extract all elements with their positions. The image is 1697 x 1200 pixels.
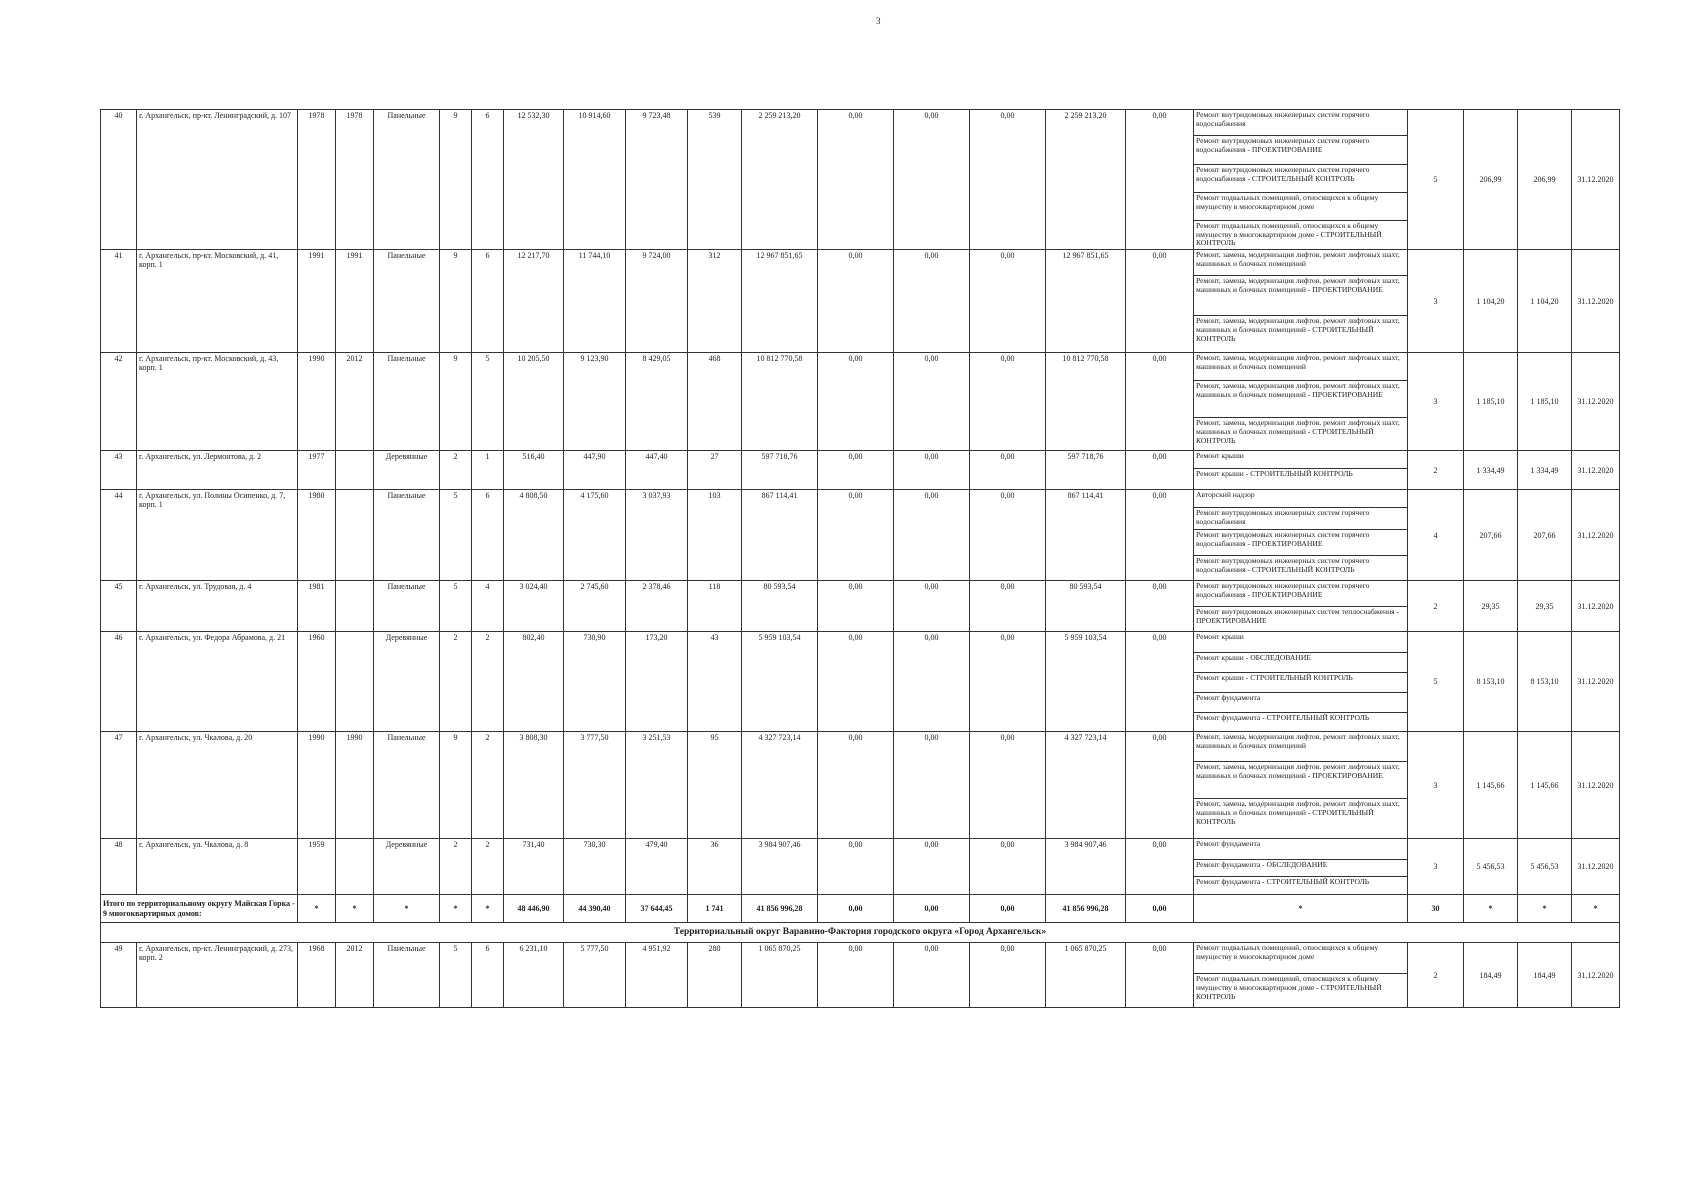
work-type-cell: Ремонт, замена, модернизация лифтов, ремонт лифтовых шахт, машинных и блочных помещений - ПРОЕКТИРОВАНИЕ — [1194, 762, 1408, 799]
fund-other-cell: 0,00 — [1126, 451, 1194, 490]
wall-material-cell: Панельные — [374, 110, 440, 250]
cost-total-cell: 597 718,76 — [742, 451, 818, 490]
area-residential-cell: 3 251,53 — [626, 732, 688, 839]
fund-federal-cell: 0,00 — [818, 250, 894, 353]
work-count-cell: 5 — [1408, 110, 1464, 250]
total-placeholder: * — [472, 895, 504, 923]
total-fund-owners: 41 856 996,28 — [1046, 895, 1126, 923]
floors-cell: 9 — [440, 250, 472, 353]
cost-total-cell: 12 967 851,65 — [742, 250, 818, 353]
floors-cell: 5 — [440, 943, 472, 1008]
fund-regional-cell: 0,00 — [894, 839, 970, 895]
work-type-cell: Ремонт, замена, модернизация лифтов, ремонт лифтовых шахт, машинных и блочных помещений - СТРОИТЕЛЬНЫЙ КОНТРОЛЬ — [1194, 418, 1408, 451]
fund-federal-cell: 0,00 — [818, 451, 894, 490]
table-row — [101, 943, 1620, 974]
year-built-cell: 1978 — [298, 110, 336, 250]
fund-owners-cell: 12 967 851,65 — [1046, 250, 1126, 353]
fund-other-cell: 0,00 — [1126, 581, 1194, 632]
deadline-cell: 31.12.2020 — [1572, 732, 1620, 839]
year-built-cell: 1990 — [298, 353, 336, 451]
floors-cell: 2 — [440, 632, 472, 732]
area-total-cell: 802,40 — [504, 632, 564, 732]
address-cell: г. Архангельск, пр-кт. Московский, д. 43, корп. 1 — [137, 353, 298, 451]
floors-cell: 9 — [440, 353, 472, 451]
row-number: 44 — [101, 490, 137, 581]
deadline-cell: 31.12.2020 — [1572, 353, 1620, 451]
entrances-cell: 4 — [472, 581, 504, 632]
wall-material-cell: Деревянные — [374, 632, 440, 732]
area-premises-cell: 730,90 — [564, 632, 626, 732]
fund-regional-cell: 0,00 — [894, 943, 970, 1008]
work-type-cell: Ремонт крыши — [1194, 451, 1408, 469]
fund-federal-cell: 0,00 — [818, 632, 894, 732]
unit-cost-cell: 184,49 — [1464, 943, 1518, 1008]
work-count-cell: 3 — [1408, 839, 1464, 895]
fund-other-cell: 0,00 — [1126, 839, 1194, 895]
area-total-cell: 3 808,30 — [504, 732, 564, 839]
unit-cost-cell: 1 185,10 — [1464, 353, 1518, 451]
row-number: 49 — [101, 943, 137, 1008]
residents-cell: 43 — [688, 632, 742, 732]
total-placeholder: * — [1194, 895, 1408, 923]
floors-cell: 5 — [440, 490, 472, 581]
table-body-varavino — [101, 943, 1620, 1008]
unit-cost-cell: 206,99 — [1464, 110, 1518, 250]
work-type-cell: Ремонт, замена, модернизация лифтов, ремонт лифтовых шахт, машинных и блочных помещений - СТРОИТЕЛЬНЫЙ КОНТРОЛЬ — [1194, 316, 1408, 353]
unit-cost-max-cell: 206,99 — [1518, 110, 1572, 250]
unit-cost-cell: 1 104,20 — [1464, 250, 1518, 353]
work-type-cell: Ремонт крыши — [1194, 632, 1408, 653]
address-cell: г. Архангельск, ул. Чкалова, д. 8 — [137, 839, 298, 895]
work-type-cell: Ремонт фундамента - СТРОИТЕЛЬНЫЙ КОНТРОЛЬ — [1194, 713, 1408, 732]
unit-cost-max-cell: 1 145,66 — [1518, 732, 1572, 839]
fund-regional-cell: 0,00 — [894, 451, 970, 490]
table-row — [101, 581, 1620, 607]
fund-owners-cell: 5 959 103,54 — [1046, 632, 1126, 732]
year-overhaul-cell — [336, 632, 374, 732]
floors-cell: 9 — [440, 732, 472, 839]
year-built-cell: 1980 — [298, 490, 336, 581]
year-built-cell: 1991 — [298, 250, 336, 353]
entrances-cell: 6 — [472, 490, 504, 581]
wall-material-cell: Деревянные — [374, 839, 440, 895]
entrances-cell: 6 — [472, 943, 504, 1008]
total-work-count: 30 — [1408, 895, 1464, 923]
total-row — [101, 895, 1620, 923]
address-cell: г. Архангельск, ул. Федора Абрамова, д. 21 — [137, 632, 298, 732]
fund-owners-cell: 2 259 213,20 — [1046, 110, 1126, 250]
year-overhaul-cell — [336, 581, 374, 632]
work-type-cell: Ремонт внутридомовых инженерных систем горячего водоснабжения - ПРОЕКТИРОВАНИЕ — [1194, 581, 1408, 607]
entrances-cell: 2 — [472, 839, 504, 895]
deadline-cell: 31.12.2020 — [1572, 943, 1620, 1008]
unit-cost-cell: 5 456,53 — [1464, 839, 1518, 895]
fund-regional-cell: 0,00 — [894, 490, 970, 581]
table-row — [101, 490, 1620, 508]
row-number: 43 — [101, 451, 137, 490]
area-premises-cell: 2 745,60 — [564, 581, 626, 632]
cost-total-cell: 80 593,54 — [742, 581, 818, 632]
floors-cell: 5 — [440, 581, 472, 632]
fund-regional-cell: 0,00 — [894, 732, 970, 839]
fund-other-cell: 0,00 — [1126, 353, 1194, 451]
cost-total-cell: 1 065 870,25 — [742, 943, 818, 1008]
unit-cost-max-cell: 1 334,49 — [1518, 451, 1572, 490]
entrances-cell: 2 — [472, 632, 504, 732]
unit-cost-max-cell: 8 153,10 — [1518, 632, 1572, 732]
address-cell: г. Архангельск, пр-кт. Московский, д. 41, корп. 1 — [137, 250, 298, 353]
work-type-cell: Ремонт подвальных помещений, относящихся к общему имуществу в многоквартирном доме - СТРОИТЕЛЬНЫЙ КОНТРОЛЬ — [1194, 974, 1408, 1008]
address-cell: г. Архангельск, ул. Трудовая, д. 4 — [137, 581, 298, 632]
fund-local-cell: 0,00 — [970, 943, 1046, 1008]
deadline-cell: 31.12.2020 — [1572, 632, 1620, 732]
table-body-maiskaya-gorka — [101, 110, 1620, 895]
total-placeholder: * — [1464, 895, 1518, 923]
unit-cost-cell: 207,66 — [1464, 490, 1518, 581]
residents-cell: 95 — [688, 732, 742, 839]
floors-cell: 2 — [440, 451, 472, 490]
table-row — [101, 451, 1620, 469]
work-type-cell: Ремонт, замена, модернизация лифтов, ремонт лифтовых шахт, машинных и блочных помещений - СТРОИТЕЛЬНЫЙ КОНТРОЛЬ — [1194, 799, 1408, 839]
floors-cell: 2 — [440, 839, 472, 895]
fund-regional-cell: 0,00 — [894, 581, 970, 632]
residents-cell: 312 — [688, 250, 742, 353]
fund-local-cell: 0,00 — [970, 110, 1046, 250]
work-type-cell: Ремонт фундамента - ОБСЛЕДОВАНИЕ — [1194, 860, 1408, 877]
fund-federal-cell: 0,00 — [818, 839, 894, 895]
wall-material-cell: Панельные — [374, 581, 440, 632]
area-premises-cell: 10 914,60 — [564, 110, 626, 250]
unit-cost-max-cell: 184,49 — [1518, 943, 1572, 1008]
work-count-cell: 5 — [1408, 632, 1464, 732]
unit-cost-max-cell: 1 104,20 — [1518, 250, 1572, 353]
work-type-cell: Ремонт, замена, модернизация лифтов, ремонт лифтовых шахт, машинных и блочных помещений - ПРОЕКТИРОВАНИЕ — [1194, 381, 1408, 418]
work-type-cell: Ремонт крыши - ОБСЛЕДОВАНИЕ — [1194, 653, 1408, 673]
year-overhaul-cell: 2012 — [336, 353, 374, 451]
unit-cost-max-cell: 1 185,10 — [1518, 353, 1572, 451]
work-count-cell: 2 — [1408, 943, 1464, 1008]
work-type-cell: Ремонт внутридомовых инженерных систем теплоснабжения - ПРОЕКТИРОВАНИЕ — [1194, 607, 1408, 632]
area-premises-cell: 3 777,50 — [564, 732, 626, 839]
area-premises-cell: 11 744,10 — [564, 250, 626, 353]
area-total-cell: 3 024,40 — [504, 581, 564, 632]
fund-local-cell: 0,00 — [970, 353, 1046, 451]
work-type-cell: Ремонт подвальных помещений, относящихся к общему имуществу в многоквартирном доме — [1194, 193, 1408, 221]
residents-cell: 103 — [688, 490, 742, 581]
work-type-cell: Ремонт, замена, модернизация лифтов, ремонт лифтовых шахт, машинных и блочных помещений - ПРОЕКТИРОВАНИЕ — [1194, 276, 1408, 316]
table-row — [101, 353, 1620, 381]
work-type-cell: Ремонт фундамента - СТРОИТЕЛЬНЫЙ КОНТРОЛЬ — [1194, 877, 1408, 895]
fund-owners-cell: 4 327 723,14 — [1046, 732, 1126, 839]
year-built-cell: 1960 — [298, 632, 336, 732]
deadline-cell: 31.12.2020 — [1572, 110, 1620, 250]
area-residential-cell: 3 037,93 — [626, 490, 688, 581]
total-label: Итого по территориальному округу Майская Горка - 9 многоквартирных домов: — [101, 895, 298, 923]
total-fund-local: 0,00 — [970, 895, 1046, 923]
cost-total-cell: 867 114,41 — [742, 490, 818, 581]
overhaul-table — [100, 109, 1620, 1008]
work-type-cell: Ремонт крыши - СТРОИТЕЛЬНЫЙ КОНТРОЛЬ — [1194, 469, 1408, 490]
fund-regional-cell: 0,00 — [894, 250, 970, 353]
fund-federal-cell: 0,00 — [818, 110, 894, 250]
total-placeholder: * — [336, 895, 374, 923]
row-number: 41 — [101, 250, 137, 353]
year-overhaul-cell — [336, 490, 374, 581]
year-overhaul-cell — [336, 451, 374, 490]
unit-cost-cell: 8 153,10 — [1464, 632, 1518, 732]
cost-total-cell: 4 327 723,14 — [742, 732, 818, 839]
wall-material-cell: Панельные — [374, 732, 440, 839]
work-type-cell: Ремонт внутридомовых инженерных систем горячего водоснабжения - ПРОЕКТИРОВАНИЕ — [1194, 530, 1408, 556]
work-count-cell: 4 — [1408, 490, 1464, 581]
fund-regional-cell: 0,00 — [894, 353, 970, 451]
work-type-cell: Ремонт фундамента — [1194, 839, 1408, 860]
residents-cell: 280 — [688, 943, 742, 1008]
deadline-cell: 31.12.2020 — [1572, 490, 1620, 581]
wall-material-cell: Панельные — [374, 490, 440, 581]
total-residents: 1 741 — [688, 895, 742, 923]
fund-local-cell: 0,00 — [970, 632, 1046, 732]
row-number: 48 — [101, 839, 137, 895]
fund-other-cell: 0,00 — [1126, 110, 1194, 250]
table-row — [101, 732, 1620, 762]
fund-other-cell: 0,00 — [1126, 632, 1194, 732]
area-residential-cell: 447,40 — [626, 451, 688, 490]
area-total-cell: 731,40 — [504, 839, 564, 895]
total-placeholder: * — [374, 895, 440, 923]
wall-material-cell: Панельные — [374, 943, 440, 1008]
unit-cost-cell: 1 145,66 — [1464, 732, 1518, 839]
work-type-cell: Ремонт, замена, модернизация лифтов, ремонт лифтовых шахт, машинных и блочных помещений — [1194, 732, 1408, 762]
work-type-cell: Ремонт внутридомовых инженерных систем горячего водоснабжения — [1194, 110, 1408, 136]
row-number: 45 — [101, 581, 137, 632]
residents-cell: 539 — [688, 110, 742, 250]
total-placeholder: * — [440, 895, 472, 923]
unit-cost-cell: 1 334,49 — [1464, 451, 1518, 490]
area-total-cell: 10 205,50 — [504, 353, 564, 451]
year-overhaul-cell: 1978 — [336, 110, 374, 250]
area-residential-cell: 9 724,00 — [626, 250, 688, 353]
work-type-cell: Ремонт, замена, модернизация лифтов, ремонт лифтовых шахт, машинных и блочных помещений — [1194, 250, 1408, 276]
area-premises-cell: 9 123,90 — [564, 353, 626, 451]
floors-cell: 9 — [440, 110, 472, 250]
total-cost: 41 856 996,28 — [742, 895, 818, 923]
work-type-cell: Ремонт внутридомовых инженерных систем горячего водоснабжения - СТРОИТЕЛЬНЫЙ КОНТРОЛЬ — [1194, 556, 1408, 581]
year-overhaul-cell: 1990 — [336, 732, 374, 839]
address-cell: г. Архангельск, пр-кт. Ленинградский, д. 273, корп. 2 — [137, 943, 298, 1008]
fund-federal-cell: 0,00 — [818, 490, 894, 581]
fund-other-cell: 0,00 — [1126, 250, 1194, 353]
work-type-cell: Ремонт, замена, модернизация лифтов, ремонт лифтовых шахт, машинных и блочных помещений — [1194, 353, 1408, 381]
area-premises-cell: 447,90 — [564, 451, 626, 490]
fund-local-cell: 0,00 — [970, 451, 1046, 490]
area-premises-cell: 730,30 — [564, 839, 626, 895]
cost-total-cell: 2 259 213,20 — [742, 110, 818, 250]
total-fund-other: 0,00 — [1126, 895, 1194, 923]
deadline-cell: 31.12.2020 — [1572, 581, 1620, 632]
year-built-cell: 1968 — [298, 943, 336, 1008]
fund-local-cell: 0,00 — [970, 839, 1046, 895]
unit-cost-max-cell: 207,66 — [1518, 490, 1572, 581]
fund-local-cell: 0,00 — [970, 490, 1046, 581]
area-residential-cell: 4 951,92 — [626, 943, 688, 1008]
table-row — [101, 250, 1620, 276]
fund-other-cell: 0,00 — [1126, 490, 1194, 581]
area-total-cell: 516,40 — [504, 451, 564, 490]
deadline-cell: 31.12.2020 — [1572, 451, 1620, 490]
page-number: 3 — [876, 16, 881, 26]
year-built-cell: 1981 — [298, 581, 336, 632]
row-number: 40 — [101, 110, 137, 250]
area-premises-cell: 4 175,60 — [564, 490, 626, 581]
total-area-total: 48 446,90 — [504, 895, 564, 923]
entrances-cell: 2 — [472, 732, 504, 839]
table-row — [101, 839, 1620, 860]
unit-cost-cell: 29,35 — [1464, 581, 1518, 632]
work-type-cell: Ремонт внутридомовых инженерных систем горячего водоснабжения — [1194, 508, 1408, 530]
row-number: 42 — [101, 353, 137, 451]
fund-owners-cell: 867 114,41 — [1046, 490, 1126, 581]
unit-cost-max-cell: 29,35 — [1518, 581, 1572, 632]
year-built-cell: 1990 — [298, 732, 336, 839]
area-residential-cell: 173,20 — [626, 632, 688, 732]
fund-local-cell: 0,00 — [970, 732, 1046, 839]
fund-local-cell: 0,00 — [970, 581, 1046, 632]
total-fund-regional: 0,00 — [894, 895, 970, 923]
address-cell: г. Архангельск, ул. Лермонтова, д. 2 — [137, 451, 298, 490]
deadline-cell: 31.12.2020 — [1572, 839, 1620, 895]
work-type-cell: Ремонт крыши - СТРОИТЕЛЬНЫЙ КОНТРОЛЬ — [1194, 673, 1408, 693]
year-overhaul-cell — [336, 839, 374, 895]
address-cell: г. Архангельск, ул. Полины Осипенко, д. 7, корп. 1 — [137, 490, 298, 581]
fund-owners-cell: 1 065 870,25 — [1046, 943, 1126, 1008]
total-placeholder: * — [298, 895, 336, 923]
fund-owners-cell: 80 593,54 — [1046, 581, 1126, 632]
wall-material-cell: Деревянные — [374, 451, 440, 490]
residents-cell: 118 — [688, 581, 742, 632]
entrances-cell: 6 — [472, 110, 504, 250]
area-total-cell: 12 532,30 — [504, 110, 564, 250]
work-count-cell: 3 — [1408, 353, 1464, 451]
year-built-cell: 1959 — [298, 839, 336, 895]
area-total-cell: 6 231,10 — [504, 943, 564, 1008]
residents-cell: 36 — [688, 839, 742, 895]
work-count-cell: 2 — [1408, 451, 1464, 490]
work-count-cell: 3 — [1408, 250, 1464, 353]
total-area-premises: 44 390,40 — [564, 895, 626, 923]
deadline-cell: 31.12.2020 — [1572, 250, 1620, 353]
wall-material-cell: Панельные — [374, 353, 440, 451]
year-overhaul-cell: 2012 — [336, 943, 374, 1008]
total-placeholder: * — [1518, 895, 1572, 923]
fund-owners-cell: 597 718,76 — [1046, 451, 1126, 490]
section-title: Территориальный округ Варавино-Фактория городского округа «Город Архангельск» — [101, 923, 1620, 943]
section-row — [101, 923, 1620, 943]
entrances-cell: 1 — [472, 451, 504, 490]
wall-material-cell: Панельные — [374, 250, 440, 353]
fund-owners-cell: 10 812 770,58 — [1046, 353, 1126, 451]
row-number: 47 — [101, 732, 137, 839]
work-count-cell: 3 — [1408, 732, 1464, 839]
work-type-cell: Ремонт внутридомовых инженерных систем горячего водоснабжения - СТРОИТЕЛЬНЫЙ КОНТРОЛЬ — [1194, 165, 1408, 193]
fund-federal-cell: 0,00 — [818, 581, 894, 632]
fund-federal-cell: 0,00 — [818, 353, 894, 451]
fund-local-cell: 0,00 — [970, 250, 1046, 353]
area-residential-cell: 2 378,46 — [626, 581, 688, 632]
work-type-cell: Ремонт подвальных помещений, относящихся к общему имуществу в многоквартирном доме - СТРОИТЕЛЬНЫЙ КОНТРОЛЬ — [1194, 221, 1408, 250]
area-total-cell: 12 217,70 — [504, 250, 564, 353]
fund-regional-cell: 0,00 — [894, 632, 970, 732]
fund-other-cell: 0,00 — [1126, 943, 1194, 1008]
area-residential-cell: 8 429,05 — [626, 353, 688, 451]
cost-total-cell: 10 812 770,58 — [742, 353, 818, 451]
work-count-cell: 2 — [1408, 581, 1464, 632]
cost-total-cell: 5 959 103,54 — [742, 632, 818, 732]
fund-regional-cell: 0,00 — [894, 110, 970, 250]
area-residential-cell: 9 723,48 — [626, 110, 688, 250]
table-row — [101, 110, 1620, 136]
area-residential-cell: 479,40 — [626, 839, 688, 895]
work-type-cell: Ремонт внутридомовых инженерных систем горячего водоснабжения - ПРОЕКТИРОВАНИЕ — [1194, 136, 1408, 165]
total-area-residential: 37 644,45 — [626, 895, 688, 923]
residents-cell: 468 — [688, 353, 742, 451]
area-premises-cell: 5 777,50 — [564, 943, 626, 1008]
area-total-cell: 4 808,50 — [504, 490, 564, 581]
address-cell: г. Архангельск, ул. Чкалова, д. 20 — [137, 732, 298, 839]
fund-federal-cell: 0,00 — [818, 943, 894, 1008]
total-fund-federal: 0,00 — [818, 895, 894, 923]
work-type-cell: Авторский надзор — [1194, 490, 1408, 508]
entrances-cell: 5 — [472, 353, 504, 451]
table-row — [101, 632, 1620, 653]
address-cell: г. Архангельск, пр-кт. Ленинградский, д. 107 — [137, 110, 298, 250]
fund-owners-cell: 3 984 907,46 — [1046, 839, 1126, 895]
row-number: 46 — [101, 632, 137, 732]
year-built-cell: 1977 — [298, 451, 336, 490]
unit-cost-max-cell: 5 456,53 — [1518, 839, 1572, 895]
fund-federal-cell: 0,00 — [818, 732, 894, 839]
work-type-cell: Ремонт подвальных помещений, относящихся к общему имуществу в многоквартирном доме — [1194, 943, 1408, 974]
work-type-cell: Ремонт фундамента — [1194, 693, 1408, 713]
year-overhaul-cell: 1991 — [336, 250, 374, 353]
fund-other-cell: 0,00 — [1126, 732, 1194, 839]
cost-total-cell: 3 984 907,46 — [742, 839, 818, 895]
total-placeholder: * — [1572, 895, 1620, 923]
residents-cell: 27 — [688, 451, 742, 490]
table-total — [101, 895, 1620, 943]
entrances-cell: 6 — [472, 250, 504, 353]
